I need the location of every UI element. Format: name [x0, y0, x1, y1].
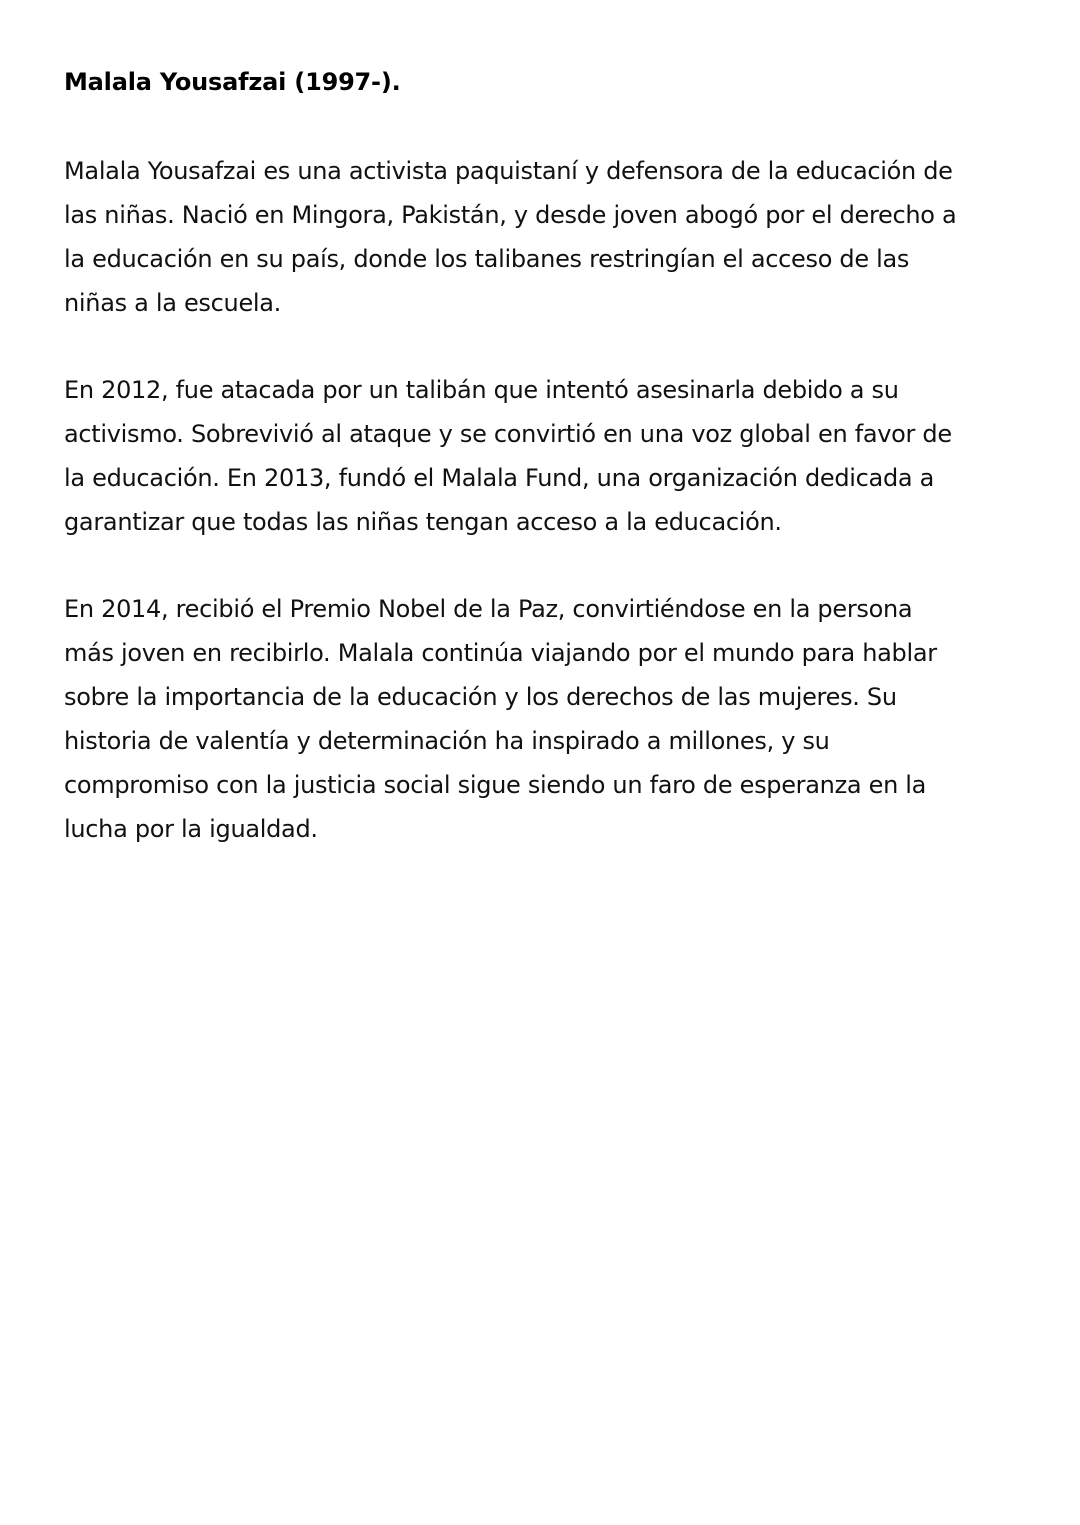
document-title: Malala Yousafzai (1997-). [64, 68, 401, 96]
paragraph-attack-and-fund: En 2012, fue atacada por un talibán que intentó asesinarla debido a su activismo. Sobrevivió al ataque y se convirtió en una voz global en favor de la educación. En 2013, fundó el Malala Fund, una organización dedicada a garantizar que todas las niñas tengan acceso a la educación. [64, 376, 952, 536]
paragraph-biography-intro: Malala Yousafzai es una activista paquistaní y defensora de la educación de las niñas. Nació en Mingora, Pakistán, y desde joven abogó por el derecho a la educación en su país, donde los talibanes restringían el acceso de las niñas a la escuela. [64, 157, 957, 317]
paragraph-nobel-prize: En 2014, recibió el Premio Nobel de la Paz, convirtiéndose en la persona más joven en recibirlo. Malala continúa viajando por el mundo para hablar sobre la importancia de la educación y los derechos de las mujeres. Su historia de valentía y determinación ha inspirado a millones, y su compromiso con la justicia social sigue siendo un faro de esperanza en la lucha por la igualdad. [64, 595, 937, 843]
document-content [64, 62, 964, 851]
